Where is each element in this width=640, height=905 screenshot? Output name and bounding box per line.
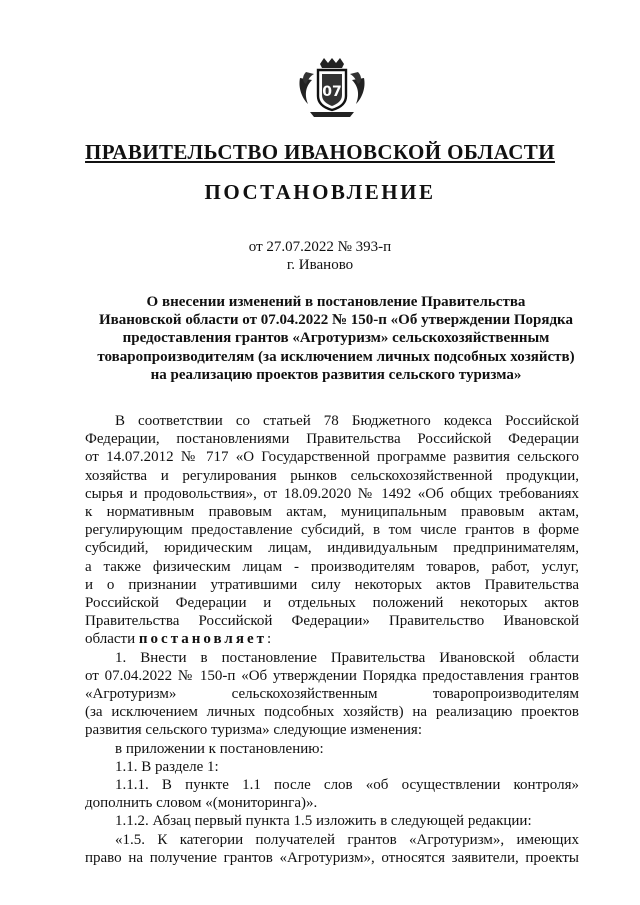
paragraph-section-1: 1.1. В разделе 1: (115, 758, 219, 775)
decree-word: постановляет (138, 631, 267, 648)
title-line: предоставления грантов «Агротуризм» сельскохозяйственным (122, 330, 550, 347)
body-line-decree (85, 630, 579, 648)
decree-prefix: области (85, 631, 139, 648)
body-line: от 07.04.2022 № 150-п «Об утверждении Порядка предоставления грантов (85, 667, 579, 684)
body-line: хозяйства и регулирования рынков сельскохозяйственной продукции, (85, 467, 579, 484)
body-line: дополнить словом «(мониторинга)». (85, 795, 318, 812)
document-city: г. Иваново (286, 257, 354, 273)
body-line: В соответствии со статьей 78 Бюджетного кодекса Российской (115, 413, 579, 429)
body-line: Правительства Российской Федерации» Правительство Ивановской (85, 613, 579, 630)
paragraph-appendix: в приложении к постановлению: (115, 740, 324, 757)
body-line: к нормативным правовым актам, муниципальным правовым актам, (85, 504, 579, 521)
body-line: развития сельского туризма» следующие изменения: (85, 722, 422, 739)
body-line: (за исключением личных подсобных хозяйств) на реализацию проектов (85, 704, 579, 721)
paragraph-item-1 (85, 649, 579, 740)
body-line: от 14.07.2012 № 717 «О Государственной программе развития сельского (85, 449, 579, 466)
document-title (96, 293, 576, 384)
body-line: и о признании утратившими силу некоторых актов Правительства (85, 576, 579, 593)
title-line: на реализацию проектов развития сельского туризма» (150, 366, 522, 383)
body-line: регулирующим предоставление субсидий, в том числе грантов в форме (85, 522, 579, 539)
body-line: Российской Федерации и отдельных положений некоторых актов (85, 595, 579, 612)
body-line: Федерации, постановлениями Правительства Российской Федерации (85, 431, 579, 448)
document-date-number: от 27.07.2022 № 393-п (248, 239, 392, 255)
body-line: а также физическим лицам - производителям товаров, работ, услуг, (85, 558, 579, 575)
body-line: «1.5. К категории получателей грантов «Агротуризм», имеющих (115, 831, 579, 848)
body-line: субсидий, юридическим лицам, индивидуальным предпринимателям, (85, 540, 579, 557)
document-type: ПОСТАНОВЛЕНИЕ (204, 180, 436, 204)
title-line: О внесении изменений в постановление Правительства (146, 294, 526, 310)
svg-text:07: 07 (322, 84, 342, 100)
paragraph-preamble (85, 412, 579, 649)
organization-name: ПРАВИТЕЛЬСТВО ИВАНОВСКОЙ ОБЛАСТИ (85, 140, 555, 164)
paragraph-item-1-1-1 (85, 776, 579, 812)
body-line: 1. Внести в постановление Правительства Ивановской области (115, 649, 579, 666)
title-line: товаропроизводителям (за исключением личных подсобных хозяйств) (97, 348, 575, 365)
paragraph-item-1-1-2: 1.1.2. Абзац первый пункта 1.5 изложить в следующей редакции: (115, 813, 532, 830)
body-line: 1.1.1. В пункте 1.1 после слов «об осуществлении контроля» (115, 777, 579, 794)
body-line: сырья и продовольствия», от 18.09.2020 № 1492 «Об общих требованиях (85, 485, 579, 502)
paragraph-item-1-5 (85, 831, 579, 867)
decree-suffix: : (267, 631, 272, 648)
body-line: «Агротуризм» сельскохозяйственным товаропроизводителям (85, 686, 579, 703)
document-body (85, 412, 579, 867)
body-line: право на получение грантов «Агротуризм», относятся заявители, проекты (85, 849, 579, 866)
title-line: Ивановской области от 07.04.2022 № 150-п «Об утверждении Порядка (99, 312, 573, 329)
ivanovo-coat-of-arms-icon (296, 58, 368, 118)
